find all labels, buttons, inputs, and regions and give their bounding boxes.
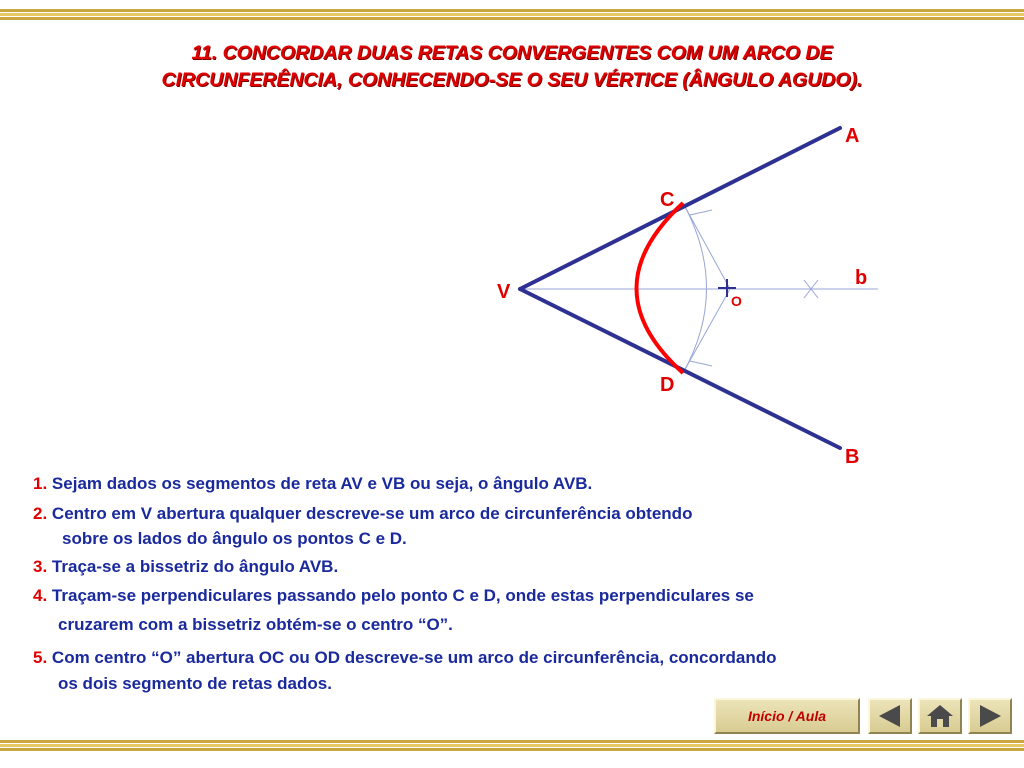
step-2-line-1	[33, 504, 692, 524]
perpendicular-c-ext	[690, 210, 712, 215]
step-4-line-1	[33, 586, 754, 606]
home-button[interactable]	[918, 698, 962, 734]
previous-button[interactable]	[868, 698, 912, 734]
step-1-line-1	[33, 474, 592, 494]
next-button[interactable]	[968, 698, 1012, 734]
step-text: Centro em V abertura qualquer descreve-se um arco de circunferência obtendo	[51, 504, 693, 523]
step-4-line-2	[58, 615, 453, 635]
step-text: Traça-se a bissetriz do ângulo AVB.	[51, 557, 339, 576]
triangle-right-icon	[970, 700, 1010, 732]
step-text: os dois segmento de retas dados.	[58, 674, 332, 693]
step-number: 4.	[33, 586, 48, 605]
perpendicular-d	[683, 289, 730, 373]
label-b-bisector: b	[855, 267, 868, 289]
step-text: cruzarem com a bissetriz obtém-se o centro “O”.	[58, 615, 453, 634]
step-5-line-2	[58, 674, 332, 694]
step-number: 2.	[33, 504, 48, 523]
house-icon	[920, 700, 960, 732]
bottom-divider	[0, 740, 1024, 754]
perpendicular-d-ext	[690, 361, 712, 366]
step-number: 3.	[33, 557, 48, 576]
triangle-left-icon	[870, 700, 910, 732]
step-5-line-1	[33, 648, 777, 668]
step-text: Traçam-se perpendiculares passando pelo ponto C e D, onde estas perpendiculares se	[51, 586, 754, 605]
construction-arc-v	[683, 203, 707, 373]
step-number: 5.	[33, 648, 48, 667]
label-v: V	[497, 281, 511, 303]
step-2-line-2	[62, 529, 407, 549]
title-line-1: 11. CONCORDAR DUAS RETAS CONVERGENTES COM UM ARCO DE	[191, 42, 833, 64]
label-c: C	[660, 189, 675, 211]
label-a: A	[845, 125, 860, 147]
title-line-2: CIRCUNFERÊNCIA, CONHECENDO-SE O SEU VÉRTICE (ÂNGULO AGUDO).	[161, 69, 863, 91]
label-o: O	[731, 293, 742, 309]
label-d: D	[660, 374, 675, 396]
step-text: Com centro “O” abertura OC ou OD descreve-se um arco de circunferência, concordando	[51, 648, 777, 667]
step-number: 1.	[33, 474, 48, 493]
step-text: sobre os lados do ângulo os pontos C e D.	[62, 529, 407, 548]
label-b: B	[845, 446, 860, 468]
step-3-line-1	[33, 557, 338, 577]
step-text: Sejam dados os segmentos de reta AV e VB ou seja, o ângulo AVB.	[51, 474, 593, 493]
home-lesson-button[interactable]: Início / Aula	[714, 698, 860, 734]
